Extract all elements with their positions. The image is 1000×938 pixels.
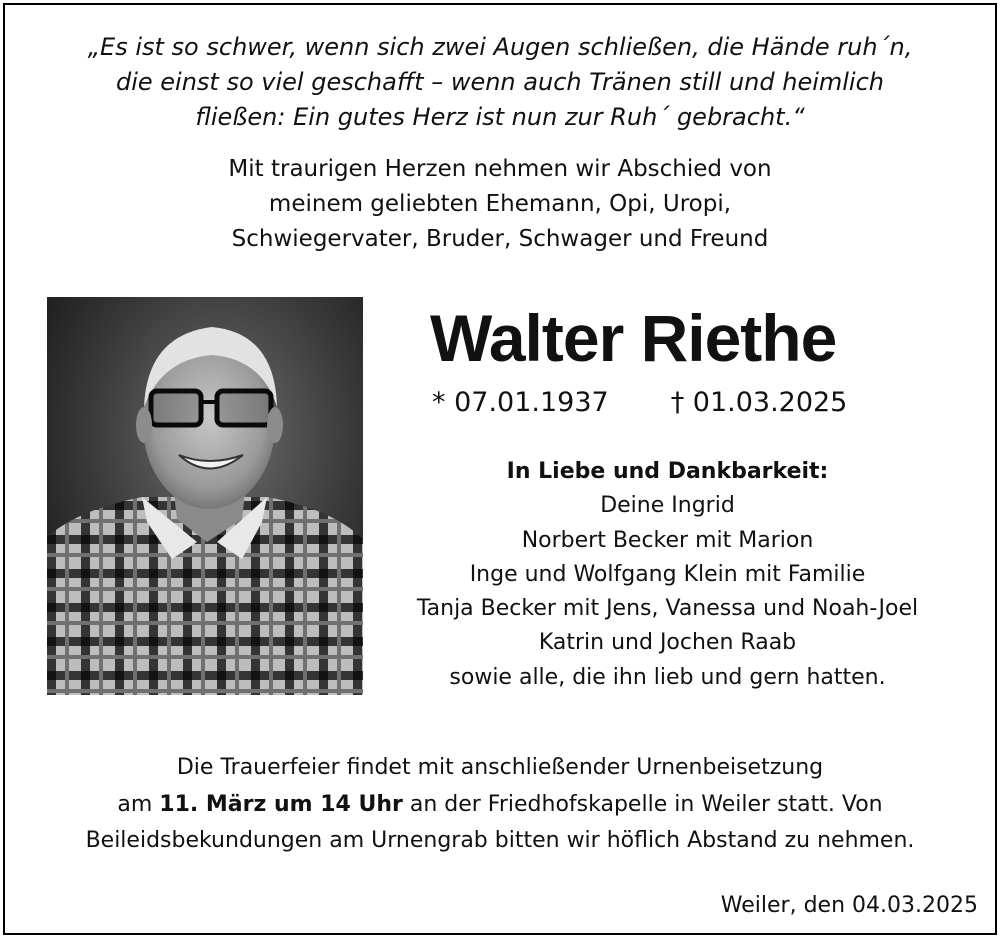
service-line: Beileidsbekundungen am Urnengrab bitten wir höflich Abstand zu nehmen.: [85, 828, 915, 853]
intro-line: meinem geliebten Ehemann, Opi, Uropi,: [268, 191, 732, 217]
farewell-intro: [0, 152, 1000, 257]
deceased-name: Walter Riethe: [430, 301, 837, 375]
quote-line: fließen: Ein gutes Herz ist nun zur Ruh´ gebracht.“: [195, 103, 805, 131]
quote-line: die einst so viel geschafft – wenn auch Tränen still und heimlich: [115, 68, 885, 96]
mourner-line: Tanja Becker mit Jens, Vanessa und Noah-Joel: [416, 596, 919, 622]
mourner-line: Norbert Becker mit Marion: [521, 527, 814, 553]
death-date: † 01.03.2025: [670, 387, 848, 418]
funeral-service-info: [0, 750, 1000, 860]
portrait-photo: [47, 297, 363, 695]
quote-line: „Es ist so schwer, wenn sich zwei Augen schließen, die Hände ruh´n,: [87, 33, 913, 61]
mourners-list: [400, 455, 935, 695]
birth-date: * 07.01.1937: [432, 387, 609, 418]
mourner-line: Inge und Wolfgang Klein mit Familie: [469, 561, 866, 587]
mourner-line: Deine Ingrid: [600, 493, 735, 519]
place-and-date: Weiler, den 04.03.2025: [720, 893, 978, 918]
service-line: [0, 787, 1000, 824]
life-dates: [432, 385, 847, 421]
mourner-line: Katrin und Jochen Raab: [538, 630, 797, 656]
service-text: an der Friedhofskapelle in Weiler statt. Von: [402, 791, 883, 817]
service-line: Die Trauerfeier findet mit anschließender Urnenbeisetzung: [176, 755, 824, 780]
mourners-heading: In Liebe und Dankbarkeit:: [506, 459, 829, 484]
intro-line: Schwiegervater, Bruder, Schwager und Freund: [231, 226, 769, 252]
mourner-line: sowie alle, die ihn lieb und gern hatten.: [449, 664, 886, 690]
intro-line: Mit traurigen Herzen nehmen wir Abschied von: [228, 156, 772, 182]
service-date-time: 11. März um 14 Uhr: [159, 791, 403, 817]
memorial-quote: [0, 30, 1000, 135]
service-text: am: [117, 791, 160, 817]
